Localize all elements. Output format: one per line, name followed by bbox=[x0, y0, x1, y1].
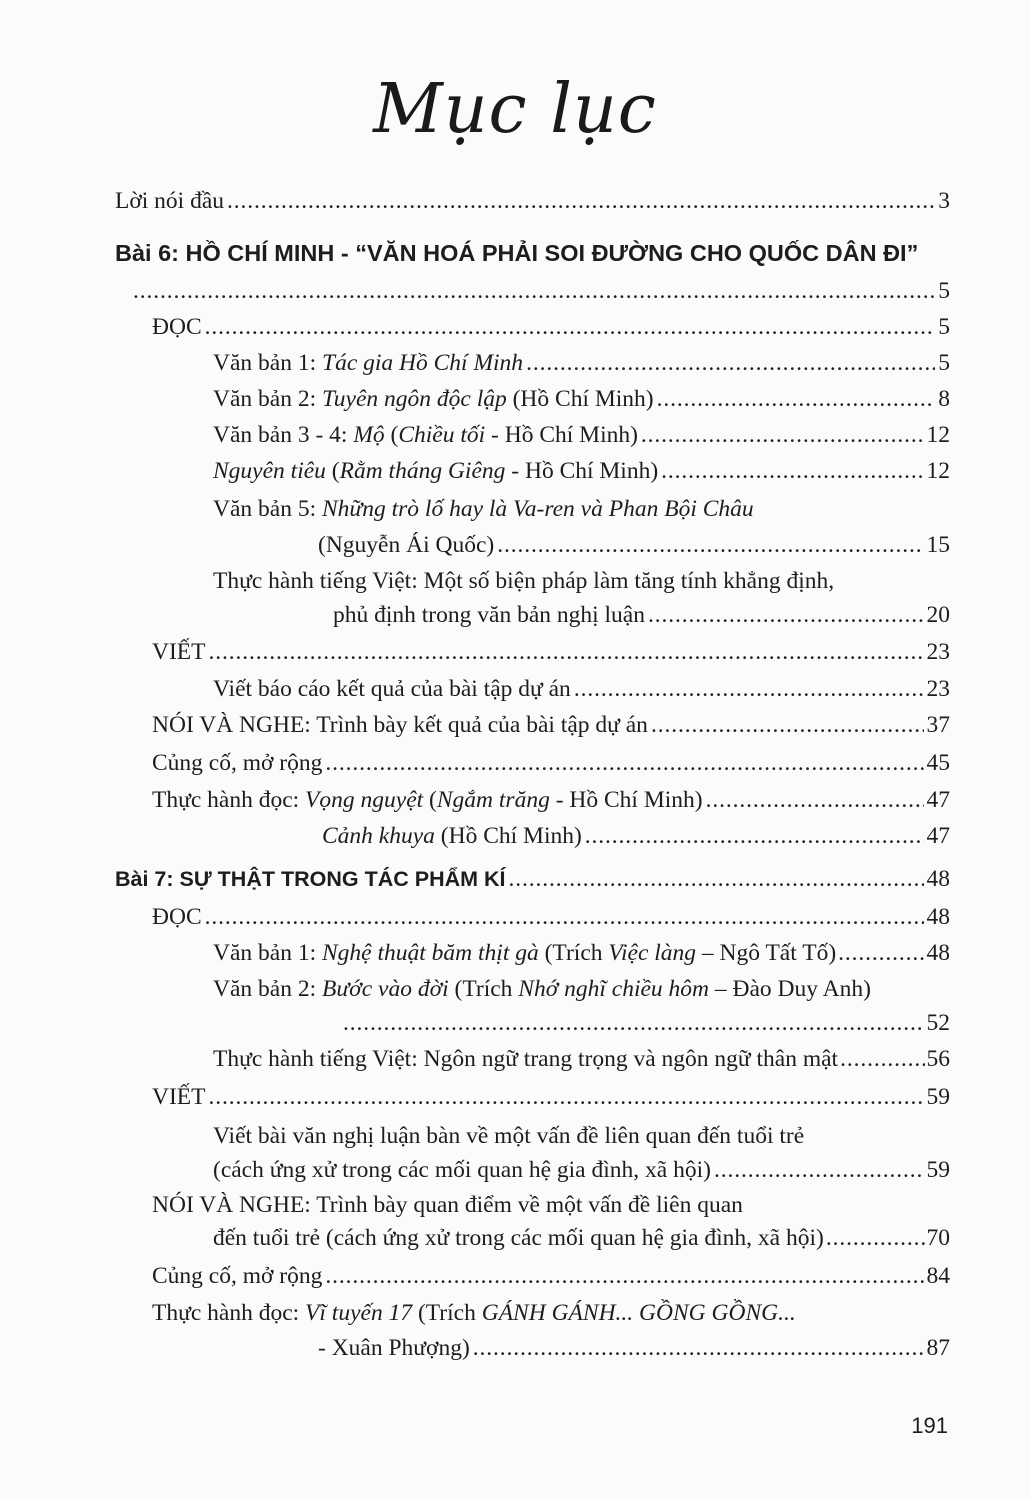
toc-entry-b6-vb1[interactable]: Văn bản 1: Tác gia Hồ Chí Minh . . . 5 bbox=[213, 348, 950, 378]
toc-entry-b7-viet-bai-line1[interactable]: Viết bài văn nghị luận bàn về một vấn đề liên quan đến tuổi trẻ bbox=[213, 1123, 805, 1149]
toc-entry-b7-thtv[interactable]: Thực hành tiếng Việt: Ngôn ngữ trang trọng và ngôn ngữ thân mật . . . 56 bbox=[213, 1044, 950, 1074]
toc-entry-b7-viet-bai-line2[interactable]: (cách ứng xử trong các mối quan hệ gia đình, xã hội) . . . 59 bbox=[213, 1155, 950, 1185]
toc-entry-b7-cung-co[interactable]: Củng cố, mở rộng . . . 84 bbox=[152, 1261, 950, 1291]
toc-entry-b7-thuc-hanh-doc-line2[interactable]: - Xuân Phượng) . . . 87 bbox=[318, 1333, 950, 1363]
toc-entry-b7-noi-line1[interactable]: NÓI VÀ NGHE: Trình bày quan điểm về một vấn đề liên quan bbox=[152, 1192, 743, 1218]
toc-entry-b6-viet[interactable]: VIẾT . . . 23 bbox=[152, 637, 950, 667]
toc-entry-b6-doc[interactable]: ĐỌC . . . 5 bbox=[152, 312, 950, 342]
toc-entry-b7-vb1[interactable]: Văn bản 1: Nghệ thuật băm thịt gà (Trích Việc làng – Ngô Tất Tố) . . . 48 bbox=[213, 938, 950, 968]
toc-entry-b7-viet[interactable]: VIẾT . . . 59 bbox=[152, 1082, 950, 1112]
toc-entry-b7-vb2-line1[interactable]: Văn bản 2: Bước vào đời (Trích Nhớ nghĩ chiều hôm – Đào Duy Anh) bbox=[213, 976, 871, 1002]
toc-entry-b6-vb5-line1[interactable]: Văn bản 5: Những trò lố hay là Va-ren và Phan Bội Châu bbox=[213, 496, 754, 522]
toc-entry-b7-vb2-line2[interactable]: . . . 52 bbox=[343, 1008, 950, 1038]
page-number: 191 bbox=[911, 1413, 948, 1438]
lesson-6-page-row: . . . 5 bbox=[133, 276, 950, 306]
toc-entry-b6-noi-va-nghe[interactable]: NÓI VÀ NGHE: Trình bày kết quả của bài tập dự án . . . 37 bbox=[152, 710, 950, 740]
toc-entry-b6-thuc-hanh-doc-1[interactable]: Thực hành đọc: Vọng nguyệt (Ngắm trăng - Hồ Chí Minh) . . . 47 bbox=[152, 785, 950, 815]
toc-entry-b7-thuc-hanh-doc-line1[interactable]: Thực hành đọc: Vĩ tuyến 17 (Trích GÁNH GÁNH... GỒNG GỒNG... bbox=[152, 1300, 796, 1326]
toc-entry-b7-noi-line2[interactable]: đến tuổi trẻ (cách ứng xử trong các mối quan hệ gia đình, xã hội) . . . 70 bbox=[213, 1223, 950, 1253]
toc-entry-b6-viet-bao-cao[interactable]: Viết báo cáo kết quả của bài tập dự án . . . 23 bbox=[213, 674, 950, 704]
toc-entry-b6-nguyen-tieu[interactable]: Nguyên tiêu (Rằm tháng Giêng - Hồ Chí Minh) . . . 12 bbox=[213, 456, 950, 486]
toc-entry-b6-thtv-line1[interactable]: Thực hành tiếng Việt: Một số biện pháp làm tăng tính khẳng định, bbox=[213, 568, 835, 594]
toc-entry-b6-thtv-line2[interactable]: phủ định trong văn bản nghị luận . . . 20 bbox=[333, 600, 950, 630]
page-title: Mục lục bbox=[373, 70, 657, 149]
toc-entry-loi-noi-dau[interactable]: Lời nói đầu . . . 3 bbox=[115, 186, 950, 216]
toc-entry-b6-vb5-line2[interactable]: (Nguyễn Ái Quốc) . . . 15 bbox=[318, 530, 950, 560]
toc-entry-b6-thuc-hanh-doc-2[interactable]: Cảnh khuya (Hồ Chí Minh) . . . 47 bbox=[322, 821, 950, 851]
toc-entry-b6-vb2[interactable]: Văn bản 2: Tuyên ngôn độc lập (Hồ Chí Minh) . . . 8 bbox=[213, 384, 950, 414]
toc-entry-b7-doc[interactable]: ĐỌC . . . 48 bbox=[152, 902, 950, 932]
toc-entry-b6-cung-co[interactable]: Củng cố, mở rộng . . . 45 bbox=[152, 748, 950, 778]
lesson-7-heading[interactable]: Bài 7: SỰ THẬT TRONG TÁC PHẨM KÍ . . . 48 bbox=[115, 864, 950, 894]
lesson-6-heading[interactable]: Bài 6: HỒ CHÍ MINH - “VĂN HOÁ PHẢI SOI ĐƯỜNG CHO QUỐC DÂN ĐI” bbox=[115, 240, 919, 266]
toc-entry-b6-vb34[interactable]: Văn bản 3 - 4: Mộ (Chiều tối - Hồ Chí Minh) . . . 12 bbox=[213, 420, 950, 450]
